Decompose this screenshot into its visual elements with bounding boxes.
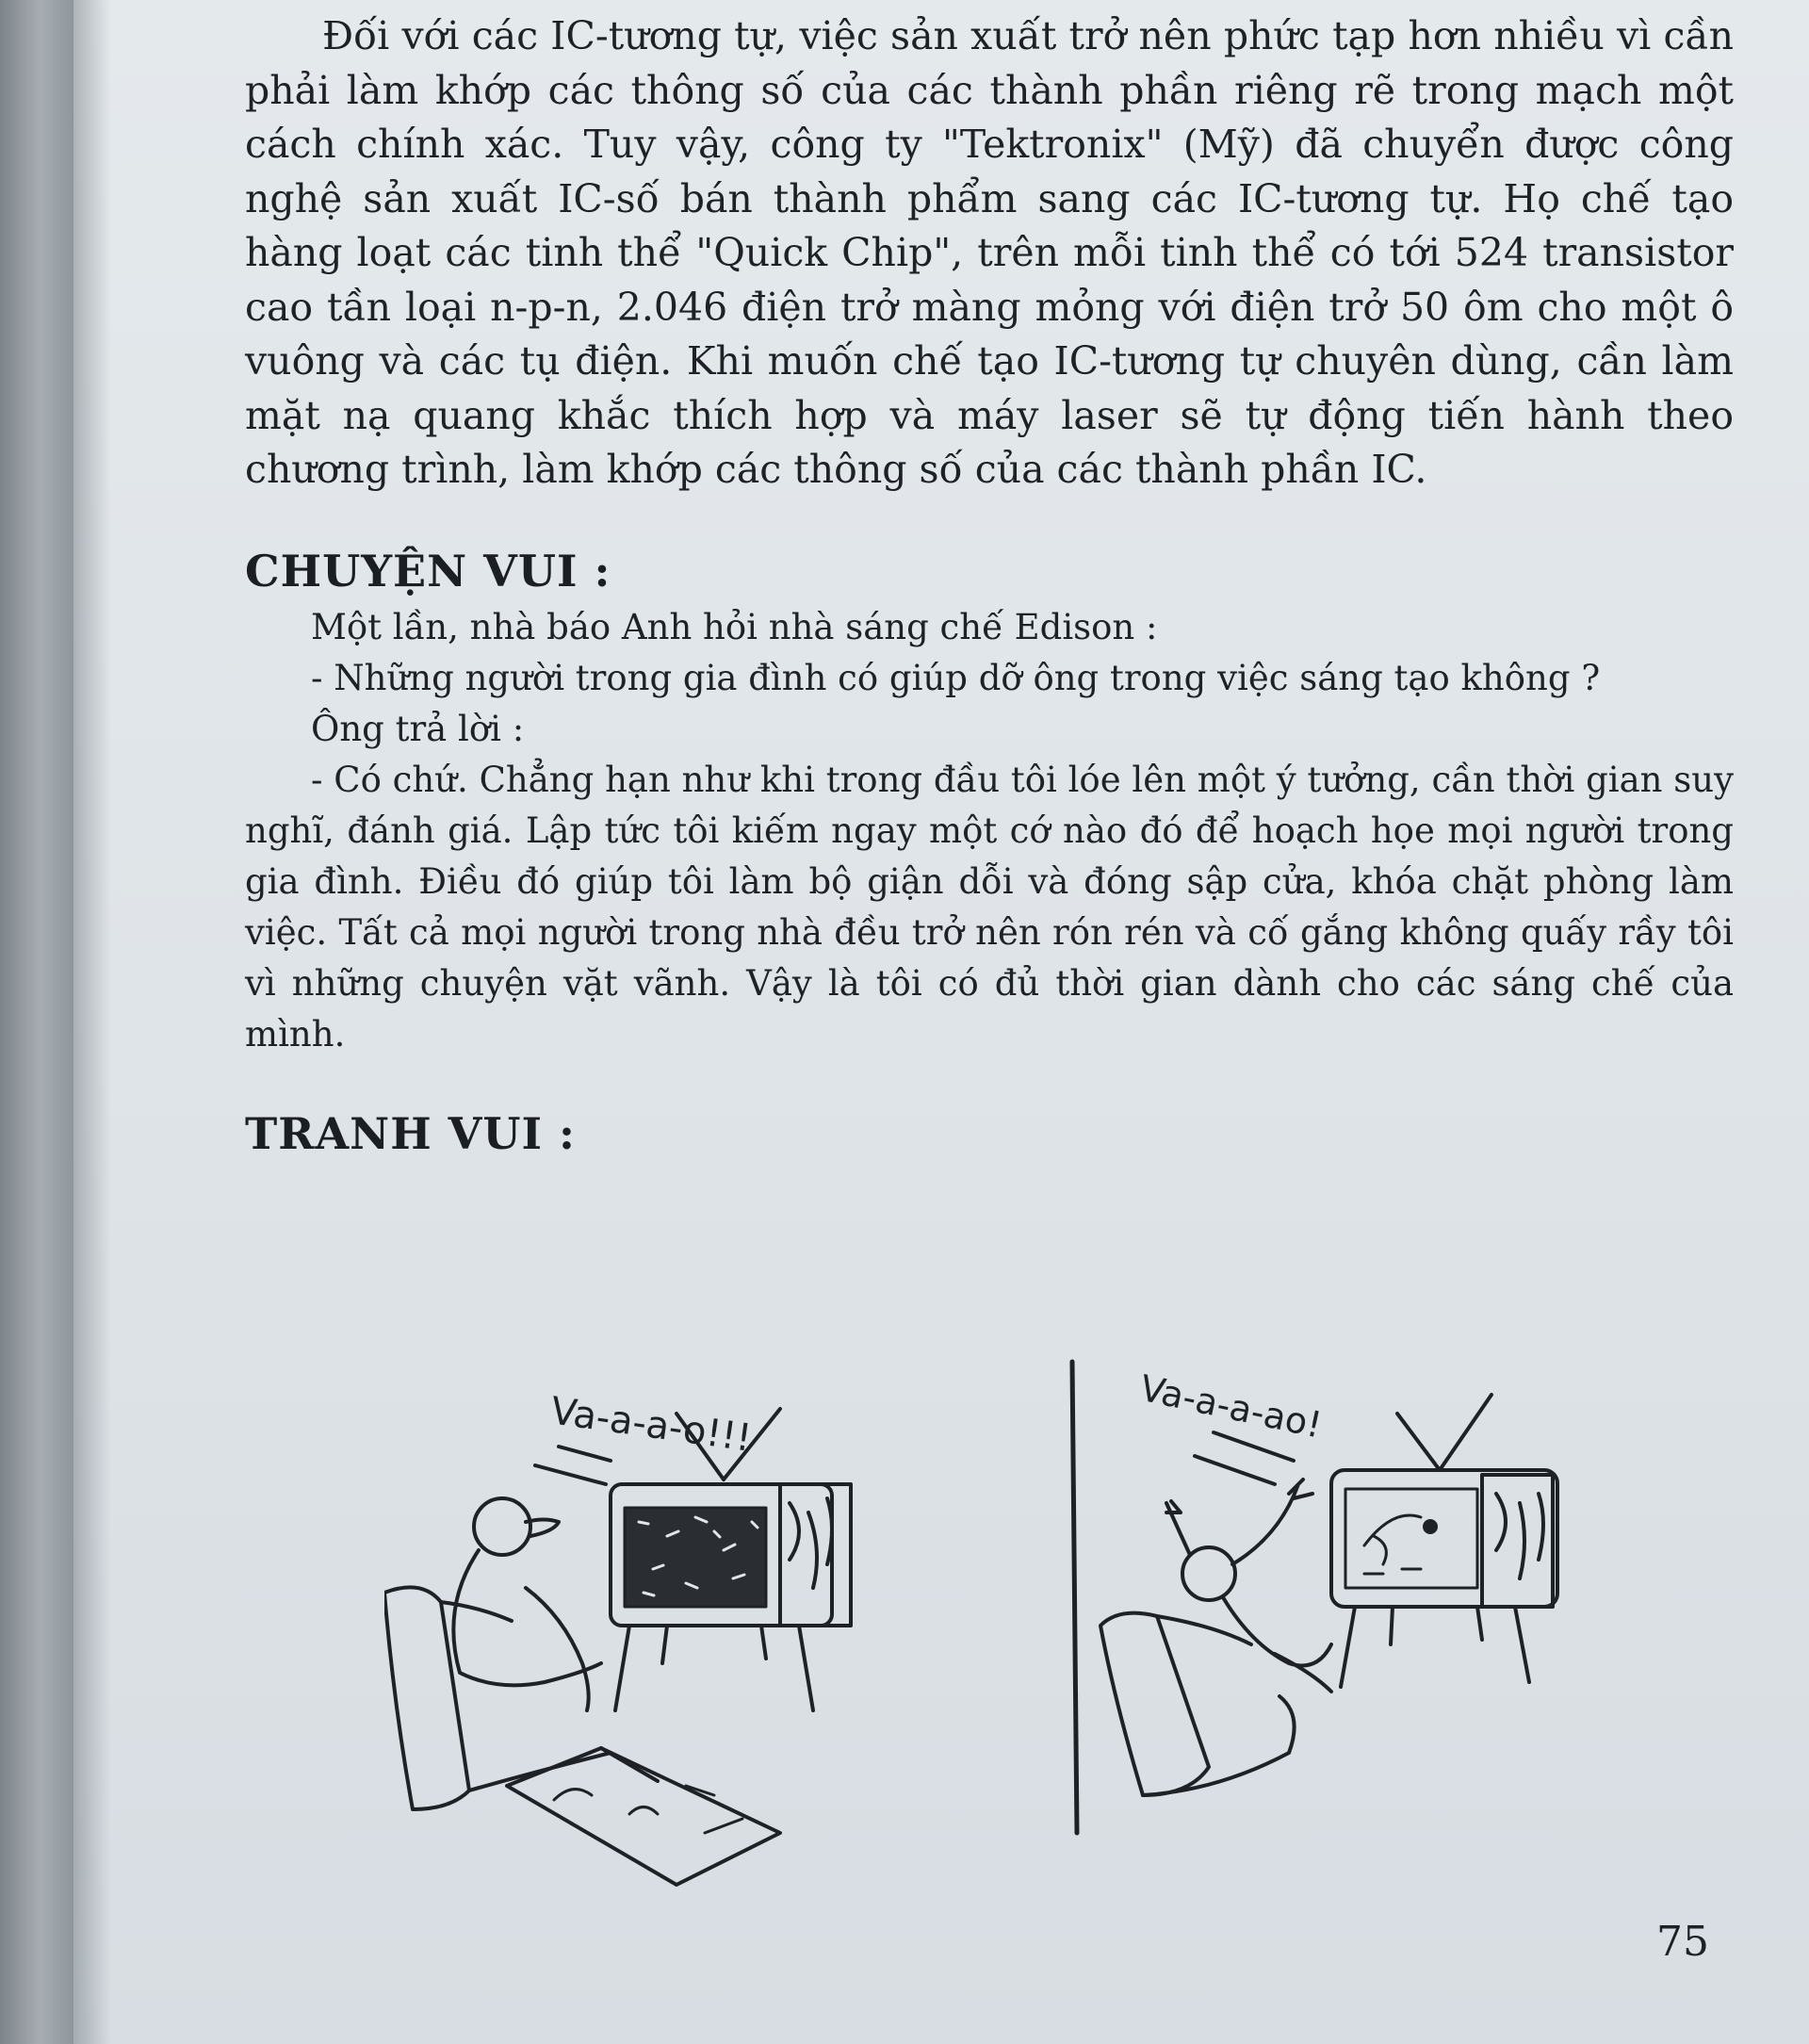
left-panel [384,1389,851,1885]
heading-tranh-vui: TRANH VUI : [245,1108,576,1159]
panel-divider [1072,1362,1077,1833]
left-speech-text: Va-a-a-o!!! [547,1389,755,1461]
story-line: Ông trả lời : [311,709,525,749]
heading-chuyen-vui: CHUYỆN VUI : [245,545,611,597]
anecdote [245,602,1734,1060]
page-number: 75 [1656,1918,1709,1966]
main-paragraph: Đối với các IC-tương tự, việc sản xuất trở nên phức tạp hơn nhiều vì cần phải làm khớp các thông số của các thành phần riêng rẽ trong mạch một cách chính xác. Tuy vậy, công ty "Tektronix" (Mỹ) đã chuyển được công nghệ sản xuất IC-số bán thành phẩm sang các IC-tương tự. Họ chế tạo hàng loạt các tinh thể "Quick Chip", trên mỗi tinh thể có tới 524 transistor cao tần loại n-p-n, 2.046 điện trở màng mỏng với điện trở 50 ôm cho một ô vuông và các tụ điện. Khi muốn chế tạo IC-tương tự chuyên dùng, cần làm mặt nạ quang khắc thích hợp và máy laser sẽ tự động tiến hành theo chương trình, làm khớp các thông số của các thành phần IC. [245,13,1734,492]
cartoon-illustration [384,1343,1638,1889]
book-page [73,0,1809,2044]
gutter-shadow [73,0,111,2044]
story-line: Một lần, nhà báo Anh hỏi nhà sáng chế Edison : [311,607,1158,647]
story-question: - Những người trong gia đình có giúp dỡ ông trong việc sáng tạo không ? [311,658,1601,698]
story-answer: - Có chứ. Chẳng hạn như khi trong đầu tôi lóe lên một ý tưởng, cần thời gian suy nghĩ, đánh giá. Lập tức tôi kiếm ngay một cớ nào đó để hoạch họe mọi người trong gia đình. Điều đó giúp tôi làm bộ giận dỗi và đóng sập cửa, khóa chặt phòng làm việc. Tất cả mọi người trong nhà đều trở nên rón rén và cố gắng không quấy rầy tôi vì những chuyện vặt vãnh. Vậy là tôi có đủ thời gian dành cho các sáng chế của mình. [245,760,1734,1055]
text-block [245,9,1734,1166]
right-panel [1100,1367,1557,1795]
right-speech-text: Va-a-a-ao! [1136,1366,1326,1447]
book-spine-edge [0,0,73,2044]
